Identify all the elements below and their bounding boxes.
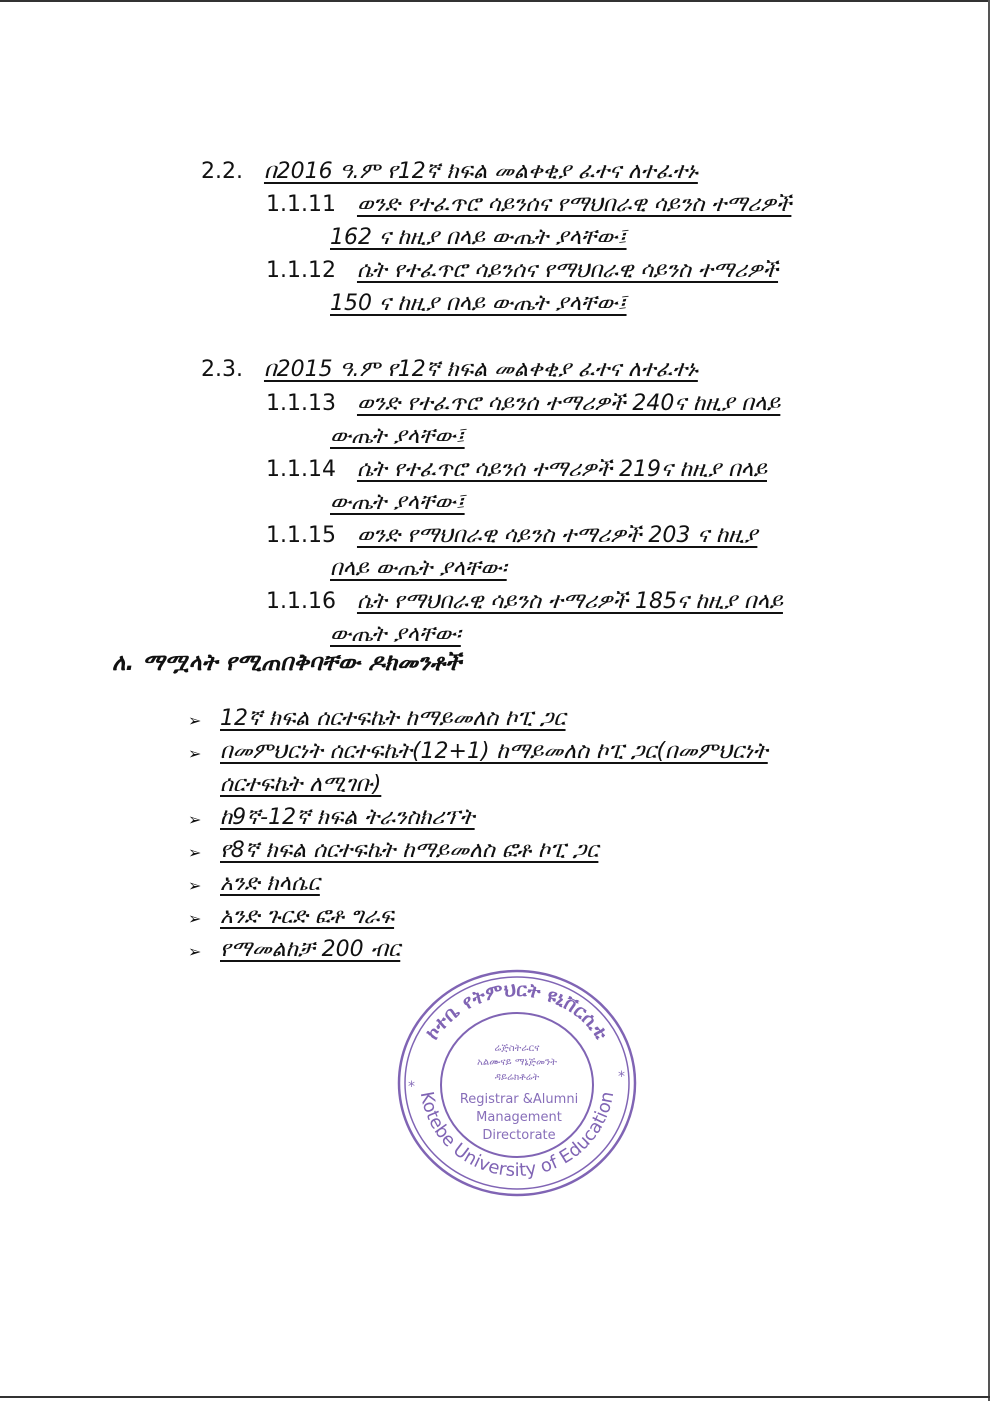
item-text: ወንድ የተፈጥሮ ሳይንሰ ተማሪዎች 240ና ከዚያ በላይ [356, 391, 781, 416]
item-1-1-15-cont [330, 554, 507, 584]
item-text: ውጤት ያላቸው፤ [330, 490, 465, 515]
document-item: በመምህርነት ሰርተፍኬት(12+1) ከማይመለስ ኮፒ ጋር(በመምህርነት [220, 739, 768, 764]
item-text: በላይ ውጤት ያላቸው፡ [330, 556, 507, 581]
item-1-1-12-cont [330, 289, 627, 319]
section-number: 2.3. [201, 357, 243, 382]
item-text: ሴት የማህበራዊ ሳይንስ ተማሪዎች 185ና ከዚያ በላይ [356, 589, 783, 614]
section-2-2-heading [201, 157, 698, 187]
bullet-arrow-icon: ➢ [188, 744, 202, 763]
item-number: 1.1.14 [266, 457, 336, 482]
item-text: ውጤት ያላቸው፤ [330, 424, 465, 449]
item-1-1-12 [266, 256, 778, 286]
item-number: 1.1.13 [266, 391, 336, 416]
item-1-1-16-cont [330, 620, 461, 650]
seal-outer-top-text: ኮተቤ የትምህርት ዩኒቨርሲቲ [421, 978, 613, 1044]
item-text: ወንድ የማህበራዊ ሳይንስ ተማሪዎች 203 ና ከዚያ [356, 523, 758, 548]
item-1-1-14 [266, 455, 767, 485]
seal-inner-amharic-2: አልሙናይ ማኔጅመንት [477, 1057, 557, 1068]
item-1-1-16 [266, 587, 783, 617]
item-text: ሴት የተፈጥሮ ሳይንሰና የማህበራዊ ሳይንስ ተማሪዎች [356, 258, 779, 283]
bullet-arrow-icon: ➢ [188, 876, 202, 895]
page-bottom-border [0, 1396, 990, 1398]
bullet-arrow-icon: ➢ [188, 942, 202, 961]
item-text: ውጤት ያላቸው፡ [330, 622, 461, 647]
item-1-1-13 [266, 389, 780, 419]
bullet-arrow-icon: ➢ [188, 909, 202, 928]
seal-inner-amharic-1: ሬጅስትራርና [494, 1043, 540, 1054]
item-1-1-14-cont [330, 488, 465, 518]
section-number: 2.2. [201, 159, 243, 184]
page-top-border [0, 0, 990, 2]
bullet-arrow-icon: ➢ [188, 711, 202, 730]
item-text: ሴት የተፈጥሮ ሳይንሰ ተማሪዎች 219ና ከዚያ በላይ [356, 457, 767, 482]
svg-text:ኮተቤ የትምህርት ዩኒቨርሲቲ [421, 979, 612, 1044]
bullet-arrow-icon: ➢ [188, 843, 202, 862]
item-1-1-15 [266, 521, 757, 551]
document-item: የ8ኛ ክፍል ሰርተፍኬት ከማይመለስ ፎቶ ኮፒ ጋር [220, 838, 599, 863]
university-seal-stamp [392, 963, 642, 1203]
item-1-1-11 [266, 190, 791, 220]
document-item: ከ9ኛ-12ኛ ክፍል ትራንስክሪፕት [220, 805, 475, 830]
document-item: አንድ ክላሴር [220, 871, 320, 896]
item-number: 1.1.11 [266, 192, 336, 217]
bullet-arrow-icon: ➢ [188, 810, 202, 829]
document-item: አንድ ጉርድ ፎቶ ግራፍ [220, 904, 395, 929]
item-text: 150 ና ከዚያ በላይ ውጤት ያላቸው፤ [330, 291, 627, 316]
document-item: የማመልከቻ 200 ብር [220, 937, 401, 962]
item-1-1-11-cont [330, 223, 627, 253]
seal-inner-english-2: Management [476, 1110, 562, 1125]
item-number: 1.1.16 [266, 589, 336, 614]
item-1-1-13-cont [330, 422, 465, 452]
seal-inner-english-1: Registrar &Alumni [459, 1092, 579, 1107]
document-item-cont: ሰርተፍኬት ለሚገቡ) [220, 772, 382, 797]
seal-star-icon: * [618, 1069, 625, 1085]
item-number: 1.1.12 [266, 258, 336, 283]
seal-outer-bottom-text: Kotebe University of Education [415, 1089, 619, 1182]
seal-inner-english-3: Directorate [482, 1128, 556, 1143]
seal-star-icon: * [408, 1079, 415, 1095]
item-text: 162 ና ከዚያ በላይ ውጤት ያላቸው፤ [330, 225, 627, 250]
document-item: 12ኛ ክፍል ሰርተፍኬት ከማይመለስ ኮፒ ጋር [220, 706, 566, 731]
seal-inner-amharic-3: ዳይሬክቶሬት [494, 1072, 540, 1083]
item-number: 1.1.15 [266, 523, 336, 548]
section-2-3-heading [201, 355, 698, 385]
section-title: በ2016 ዓ.ም የ12ኛ ክፍል መልቀቂያ ፈተና ለተፈተኑ [263, 159, 698, 184]
section-title: በ2015 ዓ.ም የ12ኛ ክፍል መልቀቂያ ፈተና ለተፈተኑ [263, 357, 698, 382]
documents-heading: ለ. ማሟላት የሚጠበቅባቸው ዶክመንቶች [112, 650, 462, 676]
item-text: ወንድ የተፈጥሮ ሳይንሰና የማህበራዊ ሳይንስ ተማሪዎች [356, 192, 792, 217]
